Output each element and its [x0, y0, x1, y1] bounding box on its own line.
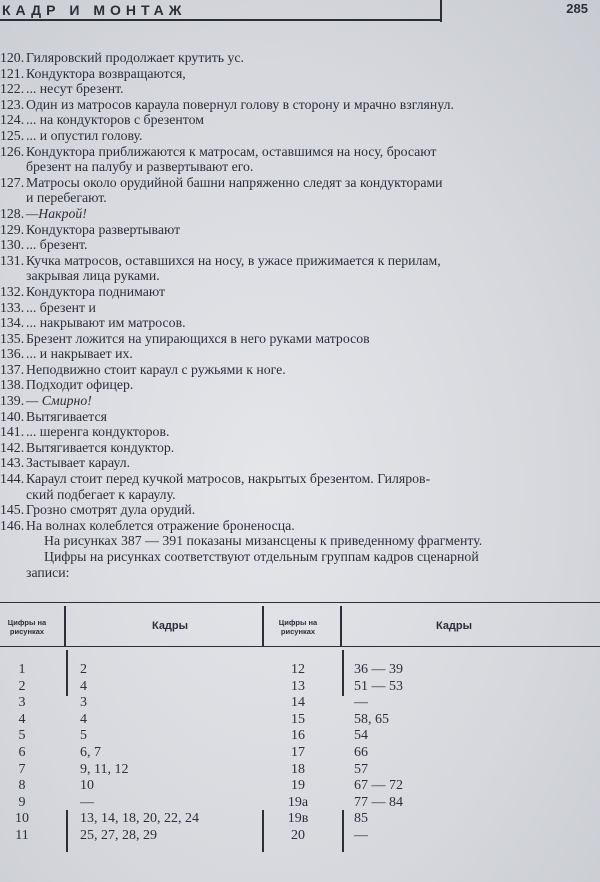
table-cell-left-digit: 11: [15, 828, 29, 843]
line-text: Караул стоит перед кучкой матросов, накрытых брезентом. Гиляров-: [26, 471, 431, 487]
line-text: Кондуктора приближаются к матросам, оставшимся на носу, бросают: [26, 143, 437, 159]
script-line: [0, 518, 590, 534]
script-line: [0, 502, 590, 518]
line-text: ... шеренга кондукторов.: [26, 424, 170, 440]
body-vrule-left-bottom: [66, 810, 68, 852]
line-text: На рисунках 387 — 391 показаны мизансцены к приведенному фрагменту.: [44, 533, 483, 549]
script-line: [0, 190, 590, 206]
script-line: [0, 284, 590, 300]
header-divider: [440, 0, 442, 22]
script-line: [0, 471, 590, 487]
line-number: 124.: [0, 112, 25, 128]
line-text: Кучка матросов, оставшихся на носу, в ужасе прижимается к перилам,: [26, 252, 441, 268]
table-cell-left-frames: —: [80, 794, 94, 810]
chapter-title: КАДР И МОНТАЖ: [2, 2, 187, 18]
line-number: 135.: [0, 330, 25, 346]
line-number: 130.: [0, 237, 25, 253]
script-line: [0, 346, 590, 362]
script-line: [0, 159, 590, 175]
table-cell-right-digit: 19: [291, 778, 305, 794]
table-cell-right-frames: 66: [354, 745, 368, 760]
script-line: [0, 222, 590, 238]
script-line: [0, 81, 590, 97]
script-line: [0, 97, 590, 113]
line-number: 125.: [0, 127, 25, 143]
line-number: 133.: [0, 299, 25, 315]
table-header-rule: [0, 646, 600, 647]
script-line: [0, 362, 590, 378]
script-line: [0, 175, 590, 191]
table-cell-right-frames: 77 — 84: [354, 794, 403, 810]
table-cell-right-frames: —: [354, 695, 368, 711]
line-text: Застывает караул.: [26, 455, 131, 471]
line-text: Кондуктора развертывают: [26, 221, 181, 237]
header-vrule-3: [340, 606, 342, 646]
line-text: записи:: [26, 564, 70, 580]
line-number: 120.: [0, 50, 25, 65]
line-number: 128.: [0, 205, 25, 221]
script-line: [0, 300, 590, 316]
table-cell-left-digit: 8: [18, 778, 26, 794]
line-text: ... накрывают им матросов.: [26, 315, 186, 331]
script-line: [0, 128, 590, 144]
table-cell-left-digit: 4: [18, 711, 26, 727]
line-text: ... брезент.: [26, 237, 88, 253]
line-text: ... несут брезент.: [26, 81, 124, 97]
line-number: 138.: [0, 377, 25, 393]
script-line: [0, 393, 590, 409]
header-vrule-2: [262, 606, 264, 646]
line-text: Грозно смотрят дула орудий.: [26, 502, 196, 518]
table-cell-right-digit: 16: [291, 728, 305, 744]
table-cell-left-digit: 9: [18, 794, 26, 810]
line-text: брезент на палубу и развертывают его.: [26, 159, 254, 175]
table-cell-right-frames: —: [354, 828, 368, 843]
table-cell-right-frames: 85: [354, 811, 368, 827]
script-line: [0, 331, 590, 347]
line-text: Неподвижно стоит караул с ружьями к ноге.: [26, 361, 286, 377]
script-line: [0, 268, 590, 284]
line-text: На волнах колеблется отражение броненосца.: [26, 517, 295, 533]
table-cell-left-frames: 25, 27, 28, 29: [80, 828, 157, 843]
header-frames-right: Кадры: [435, 620, 473, 632]
table-cell-left-digit: 6: [18, 745, 26, 760]
table-cell-left-digit: 5: [18, 728, 26, 744]
page-number: 285: [566, 1, 588, 16]
header-rule: [0, 19, 440, 21]
script-line: [0, 315, 590, 331]
line-number: 122.: [0, 81, 25, 97]
table-cell-left-digit: 10: [15, 811, 29, 827]
header-frames-left: Кадры: [151, 620, 189, 632]
line-text: Кондуктора поднимают: [26, 283, 166, 299]
line-number: 139.: [0, 393, 25, 409]
line-number: 143.: [0, 455, 25, 471]
script-line: [0, 66, 590, 82]
table-cell-right-frames: 54: [354, 728, 368, 744]
script-line: [0, 549, 590, 565]
body-vrule-left-top: [66, 650, 68, 696]
table-cell-left-frames: 13, 14, 18, 20, 22, 24: [80, 811, 199, 827]
line-number: 129.: [0, 221, 25, 237]
table-cell-left-frames: 4: [80, 678, 87, 694]
table-cell-right-digit: 13: [291, 678, 305, 694]
line-text: закрывая лица руками.: [26, 268, 160, 284]
line-number: 127.: [0, 174, 25, 190]
table-cell-right-frames: 57: [354, 761, 368, 777]
line-number: 137.: [0, 361, 25, 377]
line-text: ... на кондукторов с брезентом: [26, 112, 204, 128]
table-cell-left-frames: 3: [80, 695, 87, 711]
line-text: Кондуктора возвращаются,: [26, 65, 186, 81]
line-text: Один из матросов караула повернул голову в сторону и мрачно взглянул.: [26, 96, 454, 112]
script-text: [0, 50, 590, 580]
header-digits-left: Цифры на рисунках: [7, 618, 47, 636]
table-cell-left-digit: 7: [18, 761, 26, 777]
table-cell-left-frames: 9, 11, 12: [80, 761, 129, 777]
line-text: — Смирно!: [26, 393, 92, 409]
line-text: Гиляровский продолжает крутить ус.: [26, 50, 244, 65]
line-number: 145.: [0, 502, 25, 518]
line-text: ... и накрывает их.: [26, 346, 133, 362]
table-cell-left-digit: 1: [18, 662, 26, 677]
line-number: 142.: [0, 439, 25, 455]
line-text: ский подбегает к караулу.: [26, 486, 176, 502]
line-number: 121.: [0, 65, 25, 81]
script-line: [0, 487, 590, 503]
table-cell-left-frames: 10: [80, 778, 94, 794]
table-cell-right-digit: 15: [291, 711, 305, 727]
body-vrule-right-top: [342, 650, 344, 696]
script-line: [0, 455, 590, 471]
line-number: 140.: [0, 408, 25, 424]
table-cell-right-frames: 67 — 72: [354, 778, 403, 794]
table-cell-right-digit: 19в: [287, 811, 309, 827]
table-cell-right-frames: 58, 65: [354, 711, 389, 727]
script-line: [0, 565, 590, 581]
line-text: Подходит офицер.: [26, 377, 134, 393]
table-cell-right-frames: 36 — 39: [354, 662, 403, 677]
line-number: 141.: [0, 424, 25, 440]
line-number: 123.: [0, 96, 25, 112]
table-cell-left-frames: 5: [80, 728, 87, 744]
line-number: 134.: [0, 315, 25, 331]
line-number: 144.: [0, 471, 25, 487]
table-top-rule: [0, 602, 600, 603]
table-cell-right-frames: 51 — 53: [354, 678, 403, 694]
script-line: [0, 206, 590, 222]
script-line: [0, 440, 590, 456]
header-vrule-1: [64, 606, 66, 646]
table-cell-right-digit: 17: [291, 745, 305, 760]
line-text: и перебегают.: [26, 190, 107, 206]
line-text: ... брезент и: [26, 299, 96, 315]
table-cell-left-digit: 3: [18, 695, 26, 711]
line-number: 136.: [0, 346, 25, 362]
table-cell-left-digit: 2: [18, 678, 26, 694]
line-text: Матросы около орудийной башни напряженно следят за кондукторами: [26, 174, 443, 190]
script-line: [0, 237, 590, 253]
line-text: Цифры на рисунках соответствуют отдельным группам кадров сценарной: [44, 549, 479, 564]
script-line: [0, 253, 590, 269]
line-text: ... и опустил голову.: [26, 127, 143, 143]
line-text: —Накрой!: [26, 205, 87, 221]
table-cell-right-digit: 12: [291, 662, 305, 677]
table-cell-left-frames: 2: [80, 662, 87, 677]
line-number: 126.: [0, 143, 25, 159]
line-text: Вытягивается кондуктор.: [26, 439, 175, 455]
frames-table: [0, 602, 600, 882]
script-line: [0, 112, 590, 128]
line-number: 132.: [0, 283, 25, 299]
table-cell-left-frames: 4: [80, 711, 87, 727]
line-number: 131.: [0, 252, 25, 268]
body-vrule-right-bottom: [342, 810, 344, 852]
body-vrule-mid-bottom: [262, 810, 264, 852]
script-line: [0, 50, 590, 66]
table-cell-right-digit: 19a: [287, 794, 309, 810]
running-header: [0, 0, 600, 22]
script-line: [0, 409, 590, 425]
line-text: Брезент ложится на упирающихся в него руками матросов: [26, 330, 370, 346]
table-cell-right-digit: 14: [291, 695, 305, 711]
table-cell-left-frames: 6, 7: [80, 745, 101, 760]
script-line: [0, 144, 590, 160]
script-line: [0, 533, 590, 549]
header-digits-right: Цифры на рисунках: [278, 618, 318, 636]
script-line: [0, 377, 590, 393]
script-line: [0, 424, 590, 440]
line-number: 146.: [0, 517, 25, 533]
table-cell-right-digit: 18: [291, 761, 305, 777]
line-text: Вытягивается: [26, 408, 107, 424]
table-cell-right-digit: 20: [291, 828, 305, 843]
